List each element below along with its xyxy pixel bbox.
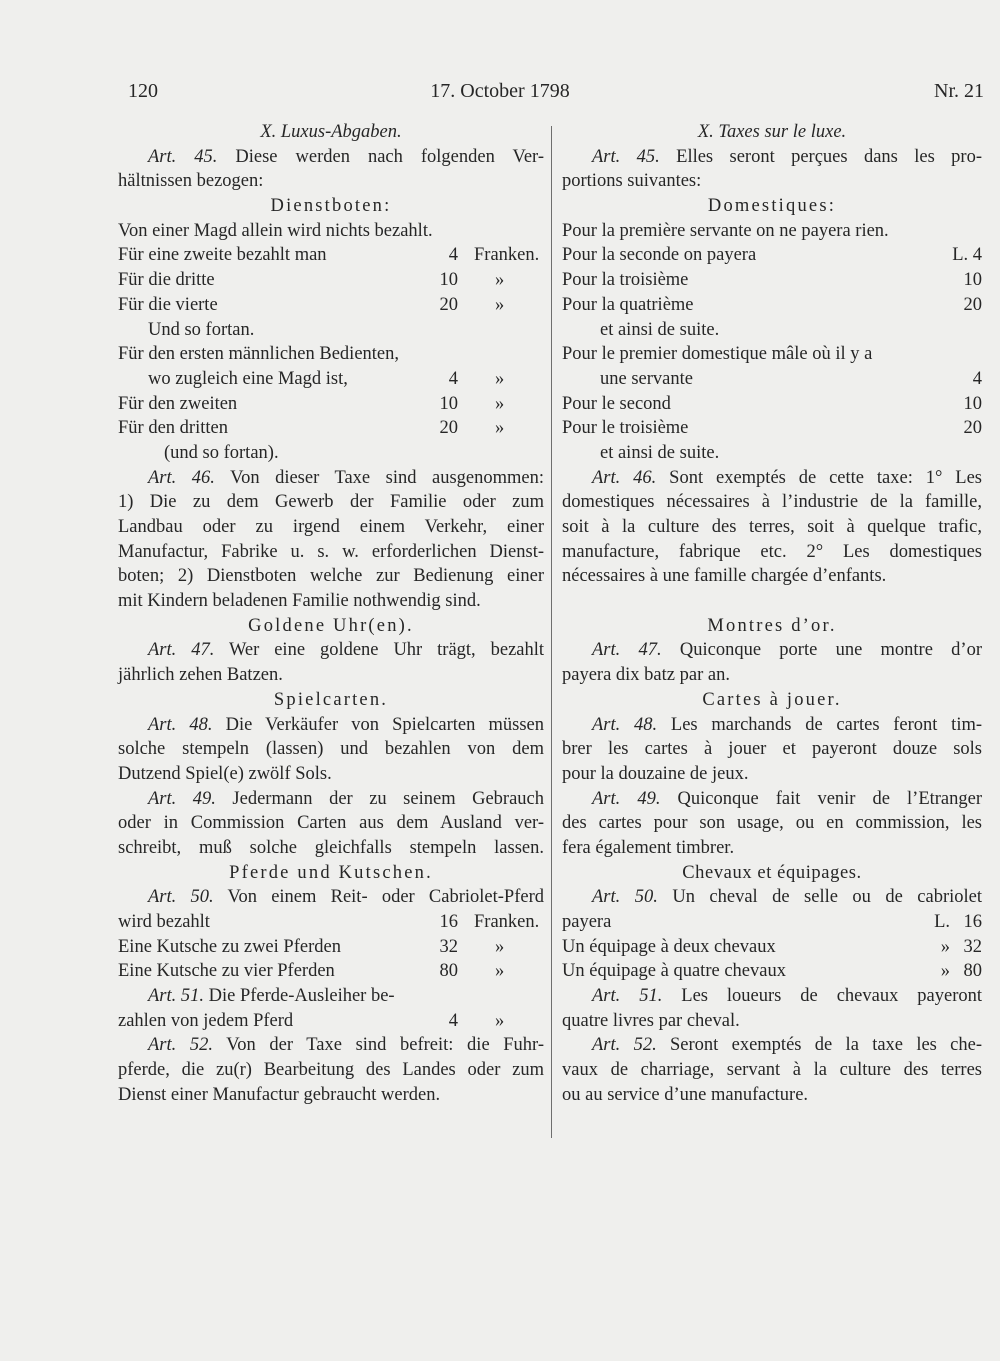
paragraph-line: Art. 46. Von dieser Taxe sind ausgenommen: — [148, 467, 544, 488]
rate-label: payera — [562, 912, 612, 932]
paragraph-line: nécessaires à une famille chargée d’enfants. — [562, 566, 887, 587]
paragraph-line: Art. 51. Die Pferde-Ausleiher be- — [148, 986, 395, 1007]
paragraph-line: Art. 49. Jedermann der zu seinem Gebrauch — [148, 788, 544, 809]
paragraph-line: solche stempeln (lassen) und bezahlen von dem — [118, 739, 544, 760]
subheading: Domestiques: — [707, 196, 837, 217]
rate-row — [562, 367, 982, 392]
rate-unit: » — [495, 270, 505, 291]
paragraph-line: Art. 48. Die Verkäufer von Spielcarten müssen — [148, 714, 544, 735]
article-number: Art. 50. — [592, 887, 658, 908]
section-title: X. Luxus-Abgaben. — [260, 122, 402, 142]
rate-unit: » — [495, 418, 505, 439]
rate-label: Eine Kutsche zu vier Pferden — [118, 961, 335, 982]
rate-row — [118, 268, 544, 293]
article-number: Art. 48. — [592, 714, 658, 735]
rate-value: 10 — [963, 270, 982, 291]
article-number: Art. 51. — [148, 986, 205, 1007]
rate-row — [562, 268, 982, 293]
rate-row — [118, 392, 544, 417]
rate-unit: » — [495, 1010, 505, 1031]
paragraph-line: Dienst einer Manufactur gebraucht werden. — [118, 1084, 441, 1105]
subheading: Goldene Uhr(en). — [248, 615, 414, 636]
rate-label: une servante — [600, 368, 693, 389]
paragraph-line: Art. 46. Sont exemptés de cette taxe: 1° Les — [592, 467, 982, 488]
paragraph-line: Dutzend Spiel(e) zwölf Sols. — [118, 763, 332, 784]
paragraph-line: quatre livres par cheval. — [562, 1010, 740, 1031]
rate-value: 16 — [963, 912, 982, 932]
rate-label: Für die dritte — [118, 270, 215, 291]
rate-value: 80 — [963, 961, 982, 982]
rate-row — [118, 935, 544, 960]
page-date: 17. October 1798 — [430, 80, 570, 102]
rate-label: Für die vierte — [118, 294, 218, 315]
paragraph-line: portions suivantes: — [562, 171, 702, 192]
article-number: Art. 45. — [592, 146, 660, 167]
paragraph-line: 1) Die zu dem Gewerb der Familie oder zum — [118, 492, 544, 513]
rate-table — [562, 243, 982, 317]
rate-row — [562, 959, 982, 984]
rate-label: Pour la quatrième — [562, 294, 694, 315]
rate-unit: Franken. — [474, 912, 540, 932]
rate-unit: Franken. — [474, 245, 540, 266]
issue-number: Nr. 21 — [934, 80, 984, 102]
rate-label: wo zugleich eine Magd ist, — [148, 368, 348, 389]
rate-value: 4 — [448, 245, 458, 266]
paragraph-line: mit Kindern beladenen Familie nothwendig sind. — [118, 591, 481, 612]
paragraph-line: jährlich zehen Batzen. — [118, 665, 283, 686]
page-number: 120 — [128, 80, 158, 102]
rate-row — [562, 243, 982, 268]
article-number: Art. 49. — [148, 788, 216, 809]
paragraph-line: domestiques nécessaires à l’industrie de la famille, — [562, 492, 982, 513]
rate-value: L. 4 — [952, 245, 982, 266]
rate-row — [562, 293, 982, 318]
paragraph-line: payera dix batz par an. — [562, 665, 730, 686]
paragraph-line: brer les cartes à jouer et payeront douze sols — [562, 739, 982, 760]
paragraph-line: Pour le premier domestique mâle où il y a — [562, 344, 873, 365]
rate-label: zahlen von jedem Pferd — [118, 1010, 294, 1031]
rate-label: Un équipage à quatre chevaux — [562, 961, 786, 982]
paragraph-line: Art. 47. Wer eine goldene Uhr trägt, bezahlt — [148, 640, 545, 661]
rate-value: 20 — [963, 418, 982, 439]
article-number: Art. 48. — [148, 714, 213, 735]
rate-value: 32 — [439, 936, 458, 957]
french-column — [562, 120, 982, 1108]
rate-row — [118, 293, 544, 318]
rate-label: Für den dritten — [118, 418, 228, 439]
article-number: Art. 52. — [592, 1035, 657, 1056]
article-number: Art. 51. — [592, 986, 663, 1007]
paragraph-block — [118, 490, 544, 589]
rate-value: 10 — [439, 393, 458, 414]
paragraph-line: des cartes pour son usage, ou en commission, les — [562, 813, 982, 834]
rate-value: 20 — [963, 294, 982, 315]
paragraph-line: pferde, die zu(r) Bearbeitung des Landes oder zum — [118, 1060, 544, 1081]
paragraph-line: Art. 52. Von der Taxe sind befreit: die Fuhr- — [148, 1035, 545, 1056]
paragraph-block — [562, 490, 982, 564]
article-number: Art. 50. — [148, 887, 214, 908]
rate-row — [562, 416, 982, 441]
german-column — [118, 120, 544, 1108]
rate-unit: » — [495, 936, 505, 957]
rate-table — [562, 910, 982, 984]
subheading: Montres d’or. — [707, 615, 837, 636]
article-number: Art. 47. — [592, 640, 662, 661]
paragraph-line: Art. 47. Quiconque porte une montre d’or — [592, 640, 982, 661]
paragraph-line: boten; 2) Dienstboten welche zur Bedienung einer — [118, 566, 544, 587]
article-number: Art. 46. — [592, 467, 657, 488]
paragraph-line: Art. 45. Elles seront perçues dans les pro- — [592, 146, 982, 167]
rate-value: 32 — [963, 936, 982, 957]
rate-row — [562, 910, 982, 935]
rate-row — [118, 959, 544, 984]
subheading: Spielcarten. — [273, 689, 389, 710]
paragraph-line: (und so fortan). — [164, 442, 279, 463]
rate-row — [118, 1009, 544, 1034]
paragraph-line: Von einer Magd allein wird nichts bezahlt. — [118, 220, 433, 241]
paragraph-line: Art. 50. Von einem Reit- oder Cabriolet-Pferd — [148, 887, 544, 908]
paragraph-line: pour la douzaine de jeux. — [562, 763, 749, 784]
rate-label: Un équipage à deux chevaux — [562, 936, 776, 957]
rate-row — [562, 392, 982, 417]
paragraph-line: et ainsi de suite. — [600, 442, 720, 463]
rate-row — [562, 935, 982, 960]
rate-row — [118, 243, 544, 268]
rate-row — [118, 416, 544, 441]
paragraph-line: hältnissen bezogen: — [118, 171, 264, 192]
rate-row — [118, 367, 544, 392]
subheading: Chevaux et équipages. — [682, 862, 862, 883]
paragraph-line: Art. 45. Diese werden nach folgenden Ver- — [148, 146, 544, 167]
paragraph-line: ou au service d’une manufacture. — [562, 1084, 809, 1105]
paragraph-line: schreibt, muß solche gleichfalls stempeln lassen. — [118, 837, 544, 858]
rate-unit: » — [940, 961, 950, 982]
subheading: Cartes à jouer. — [702, 689, 842, 710]
rate-unit: » — [495, 393, 505, 414]
paragraph-line: Art. 50. Un cheval de selle ou de cabriolet — [592, 887, 983, 908]
rate-value: 20 — [439, 418, 458, 439]
rate-value: 20 — [439, 294, 458, 315]
paragraph-line: fera également timbrer. — [562, 837, 735, 858]
paragraph-line: vaux de charriage, servant à la culture des terres — [562, 1060, 982, 1081]
rate-unit: » — [495, 368, 505, 389]
article-number: Art. 52. — [148, 1035, 214, 1056]
paragraph-line: Und so fortan. — [148, 319, 255, 340]
rate-label: Für eine zweite bezahlt man — [118, 245, 327, 266]
paragraph-line: oder in Commission Carten aus dem Ausland ver- — [118, 813, 544, 834]
article-number: Art. 46. — [148, 467, 215, 488]
paragraph-line: Pour la première servante on ne payera rien. — [562, 220, 889, 241]
rate-label: wird bezahlt — [118, 912, 210, 932]
rate-table — [118, 910, 544, 984]
paragraph-line: manufacture, fabrique etc. 2° Les domestiques — [562, 541, 982, 562]
rate-value: 80 — [439, 961, 458, 982]
paragraph-line: Für den ersten männlichen Bedienten, — [118, 344, 400, 365]
rate-table — [562, 367, 982, 441]
paragraph-line: Manufactur, Fabrike u. s. w. erforderlichen Dienst- — [118, 541, 544, 562]
paragraph-line: et ainsi de suite. — [600, 319, 720, 340]
rate-value: 4 — [972, 368, 982, 389]
rate-unit: » — [495, 961, 505, 982]
rate-label: Pour la troisième — [562, 270, 689, 291]
subheading: Dienstboten: — [270, 196, 392, 217]
rate-label: Pour le troisième — [562, 418, 689, 439]
rate-unit: » — [940, 936, 950, 957]
rate-label: Eine Kutsche zu zwei Pferden — [118, 936, 341, 957]
paragraph-line: Art. 51. Les loueurs de chevaux payeront — [592, 986, 982, 1007]
article-number: Art. 49. — [592, 788, 661, 809]
rate-value: 10 — [963, 393, 982, 414]
article-number: Art. 45. — [148, 146, 218, 167]
rate-label: Für den zweiten — [118, 393, 238, 414]
rate-unit: L. — [934, 912, 950, 932]
paragraph-line: Art. 48. Les marchands de cartes feront tim- — [592, 714, 983, 735]
rate-value: 16 — [439, 912, 458, 932]
section-title: X. Taxes sur le luxe. — [697, 122, 847, 142]
rate-value: 10 — [439, 270, 458, 291]
rate-value: 4 — [448, 368, 458, 389]
paragraph-line: Landbau oder zu irgend einem Verkehr, einer — [118, 517, 544, 537]
rate-table — [118, 367, 544, 441]
rate-table — [118, 243, 544, 317]
rate-label: Pour le second — [562, 393, 671, 414]
subheading: Pferde und Kutschen. — [229, 862, 433, 883]
rate-value: 4 — [448, 1010, 458, 1031]
paragraph-line: soit à la culture des terres, soit à quelque trafic, — [562, 517, 982, 537]
rate-unit: » — [495, 294, 505, 315]
article-number: Art. 47. — [148, 640, 215, 661]
paragraph-line: Art. 49. Quiconque fait venir de l’Etranger — [592, 788, 983, 809]
rate-label: Pour la seconde on payera — [562, 245, 757, 266]
column-divider — [551, 126, 552, 1138]
paragraph-line: Art. 52. Seront exemptés de la taxe les che- — [592, 1035, 983, 1056]
rate-row — [118, 910, 544, 935]
